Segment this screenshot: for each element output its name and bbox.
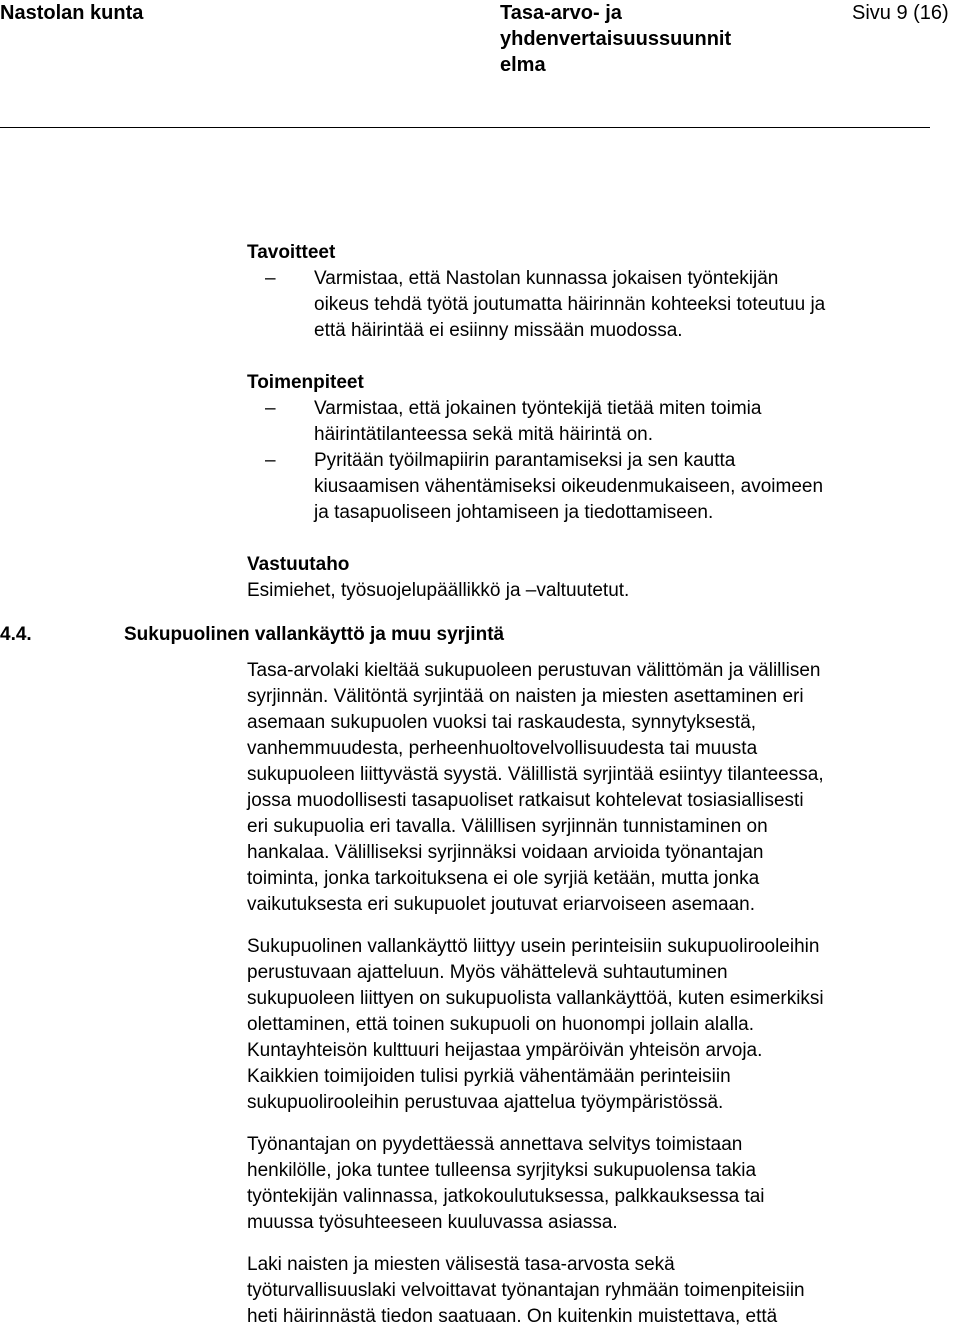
paragraph-line: henkilölle, joka tuntee tulleensa syrjityksi sukupuolensa takia: [247, 1160, 757, 1181]
header-divider: [0, 127, 930, 128]
paragraph: [247, 1252, 937, 1330]
dash-bullet-icon: –: [265, 450, 276, 471]
bullet-line: oikeus tehdä työtä joutumatta häirinnän kohteeksi toteutuu ja: [314, 294, 826, 315]
header-doc-title: [500, 0, 731, 78]
dash-bullet-icon: –: [265, 398, 276, 419]
paragraph-line: jossa muodollisesti tasapuoliset ratkaisut kohtelevat tosiasiallisesti: [247, 790, 804, 811]
vastuutaho-block: [247, 552, 937, 604]
paragraph-line: vanhemmuudesta, perheenhuoltovelvollisuudesta tai muusta: [247, 738, 758, 759]
bullet-line: Pyritään työilmapiirin parantamiseksi ja sen kautta: [314, 450, 736, 471]
toimenpiteet-bullet: [247, 396, 937, 448]
paragraph: [247, 934, 937, 1116]
paragraph-line: Kaikkien toimijoiden tulisi pyrkiä vähentämään perinteisiin: [247, 1066, 731, 1087]
dash-bullet-icon: –: [265, 268, 276, 289]
paragraph-line: olettaminen, että toinen sukupuoli on huonompi jollain alalla.: [247, 1014, 755, 1035]
paragraph-line: muussa työsuhteeseen kuuluvassa asiassa.: [247, 1212, 618, 1233]
paragraph-line: työntekijän valinnassa, jatkokoulutuksessa, palkkauksessa tai: [247, 1186, 765, 1207]
paragraph-line: Tasa-arvolaki kieltää sukupuoleen perustuvan välittömän ja välillisen: [247, 660, 821, 681]
paragraph-line: Työnantajan on pyydettäessä annettava selvitys toimistaan: [247, 1134, 743, 1155]
paragraph-line: perustuvaan ajatteluun. Myös vähättelevä suhtautuminen: [247, 962, 728, 983]
paragraph: [247, 658, 937, 918]
paragraph-line: sukupuoleen liittyen on sukupuolista vallankäyttöä, kuten esimerkiksi: [247, 988, 824, 1009]
paragraph-line: työturvallisuuslaki velvoittavat työnantajan ryhmään toimenpiteisiin: [247, 1280, 805, 1301]
paragraph: [247, 1132, 937, 1236]
paragraph-line: eri sukupuolia eri tavalla. Välillisen syrjinnän tunnistaminen on: [247, 816, 768, 837]
header-org: Nastolan kunta: [0, 2, 144, 24]
header-doc-title-line: Tasa-arvo- ja: [500, 2, 622, 24]
toimenpiteet-bullet: [247, 448, 937, 526]
vastuutaho-heading: Vastuutaho: [247, 554, 350, 575]
bullet-line: Varmistaa, että jokainen työntekijä tietää miten toimia: [314, 398, 762, 419]
tavoitteet-heading: Tavoitteet: [247, 242, 336, 263]
header-page-number: Sivu 9 (16): [852, 2, 949, 24]
paragraph-line: vaikutuksesta eri sukupuolet joutuvat eriarvoiseen asemaan.: [247, 894, 756, 915]
tavoitteet-bullet: [247, 266, 937, 344]
vastuutaho-text: Esimiehet, työsuojelupäällikkö ja –valtuutetut.: [247, 580, 630, 601]
toimenpiteet-block: [247, 370, 937, 526]
section-number: 4.4.: [0, 624, 32, 645]
bullet-line: Varmistaa, että Nastolan kunnassa jokaisen työntekijän: [314, 268, 779, 289]
paragraph-line: asemaan sukupuolen vuoksi tai raskaudesta, synnytyksestä,: [247, 712, 757, 733]
paragraph-line: Kuntayhteisön kulttuuri heijastaa ympäröivän yhteisön arvoja.: [247, 1040, 763, 1061]
toimenpiteet-heading: Toimenpiteet: [247, 372, 364, 393]
bullet-line: että häirintää ei esiinny missään muodossa.: [314, 320, 683, 341]
paragraph-line: hankalaa. Välilliseksi syrjinnäksi voidaan arvioida työnantajan: [247, 842, 764, 863]
bullet-line: häirintätilanteessa sekä mitä häirintä on.: [314, 424, 654, 445]
bullet-line: ja tasapuoliseen johtamiseen ja tiedottamiseen.: [314, 502, 714, 523]
section-title: Sukupuolinen vallankäyttö ja muu syrjintä: [124, 624, 505, 645]
tavoitteet-block: [247, 240, 937, 344]
bullet-line: kiusaamisen vähentämiseksi oikeudenmukaiseen, avoimeen: [314, 476, 824, 497]
paragraph-line: syrjinnän. Välitöntä syrjintää on naisten ja miesten asettaminen eri: [247, 686, 804, 707]
header-doc-title-line: elma: [500, 54, 546, 76]
paragraph-line: heti häirinnästä tiedon saatuaan. On kuitenkin muistettava, että: [247, 1306, 778, 1327]
paragraph-line: toiminta, jonka tarkoituksena ei ole syrjiä ketään, mutta jonka: [247, 868, 760, 889]
paragraph-line: sukupuolirooleihin perustuvaa ajattelua työympäristössä.: [247, 1092, 724, 1113]
paragraph-line: Laki naisten ja miesten välisestä tasa-arvosta sekä: [247, 1254, 675, 1275]
paragraph-line: sukupuoleen liittyvästä syystä. Välillistä syrjintää esiintyy tilanteessa,: [247, 764, 824, 785]
paragraph-line: Sukupuolinen vallankäyttö liittyy usein perinteisiin sukupuolirooleihin: [247, 936, 820, 957]
header-doc-title-line: yhdenvertaisuussuunnit: [500, 28, 732, 50]
